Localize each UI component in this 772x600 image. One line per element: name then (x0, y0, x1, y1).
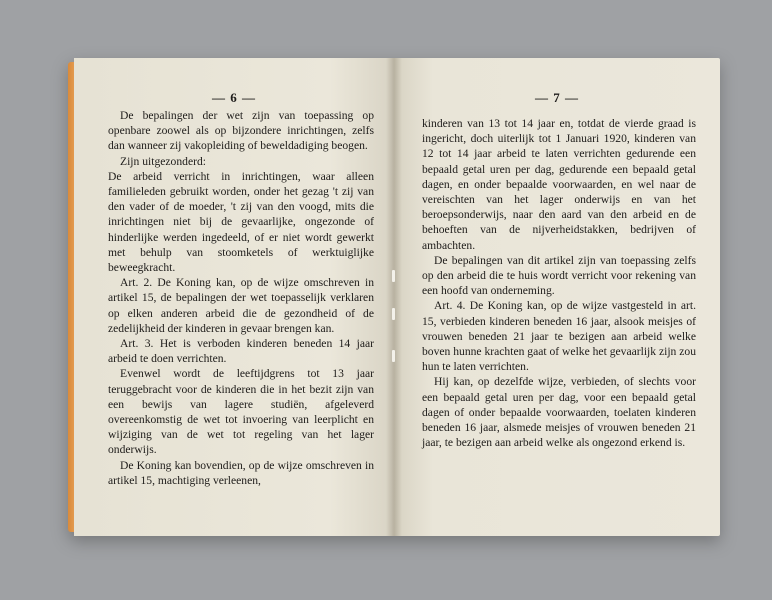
book-gutter (386, 58, 402, 536)
binding-staple (392, 350, 395, 362)
page-number-7: — 7 — (535, 90, 579, 105)
paragraph: De arbeid verricht in inrichtingen, waar alleen familieleden gebruikt worden, onder het gezag 't zij van den vader of de moeder, 't zij van den voogd, mits die inrichtingen niet bij de gevaarlijke, ongezonde of hinderlijke werden ingedeeld, of er niet wordt gewerkt met behulp van stoomketels of werktuiglijke beweegkracht. (108, 169, 374, 275)
paragraph: Art. 4. De Koning kan, op de wijze vastgesteld in art. 15, verbieden kinderen beneden 16 jaar, alsook meisjes of vrouwen beneden 21 jaar te bezigen aan arbeid welke boven hunne krachten gaat of welke het gevaarlijk zijn zou hun te laten verrichten. (422, 299, 696, 374)
open-booklet (68, 58, 720, 536)
paragraph: Evenwel wordt de leeftijdgrens tot 13 jaar teruggebracht voor de kinderen die in het bezit zijn van een bewijs van lagere studiën, afgeleverd overeenkomstig de wet tot invoering van leerplicht en wijziging van de wet tot regeling van het lager onderwijs. (108, 367, 374, 457)
right-page-text (422, 116, 696, 450)
paragraph: De bepalingen der wet zijn van toepassing op openbare zoowel als op bijzondere inrichtingen, zelfs dan wanneer zij vakopleiding of beweldadiging beogen. (108, 109, 374, 153)
left-page-text (108, 108, 374, 488)
paragraph: De Koning kan bovendien, op de wijze omschreven in artikel 15, machtiging verleenen, (108, 458, 374, 487)
binding-staple (392, 270, 395, 282)
paragraph: Art. 2. De Koning kan, op de wijze omschreven in artikel 15, de bepalingen der wet toepasselijk verklaren op elken anderen arbeid die de gezondheid of de zedelijkheid der kinderen in gevaar brengen kan. (108, 276, 374, 335)
paragraph: kinderen van 13 tot 14 jaar en, totdat de vierde graad is ingericht, doch uiterlijk tot 1 Januari 1920, kinderen van 12 tot 14 jaar arbeid te laten verrichten gedurende een bepaald getal uren per dag, gedurende een bepaald getal dagen, en onder bepaalde voorwaarden, en wel naar de vereischten van het lager onderwijs en van het beroepsonderwijs, naar den aard van den arbeid en de behoeften van de nijverheidstakken, bedrijven of ambachten. (422, 117, 696, 252)
paragraph: Zijn uitgezonderd: (120, 154, 206, 168)
paragraph: Hij kan, op dezelfde wijze, verbieden, of slechts voor een bepaald getal uren per dag, voor een bepaald getal dagen of onder bepaalde voorwaarden, toelaten kinderen beneden 16 jaar, alsmede meisjes of vrouwen beneden 21 jaar, te bezigen aan arbeid welke als ongezond erkend is. (422, 375, 696, 450)
right-page (394, 58, 720, 536)
paragraph: Art. 3. Het is verboden kinderen beneden 14 jaar arbeid te doen verrichten. (108, 337, 374, 366)
left-page (74, 58, 394, 536)
page-number-6: — 6 — (212, 90, 256, 105)
paragraph: De bepalingen van dit artikel zijn van toepassing zelfs op den arbeid die te huis wordt verricht voor rekening van een hoofd van onderneming. (422, 253, 696, 298)
binding-staple (392, 308, 395, 320)
